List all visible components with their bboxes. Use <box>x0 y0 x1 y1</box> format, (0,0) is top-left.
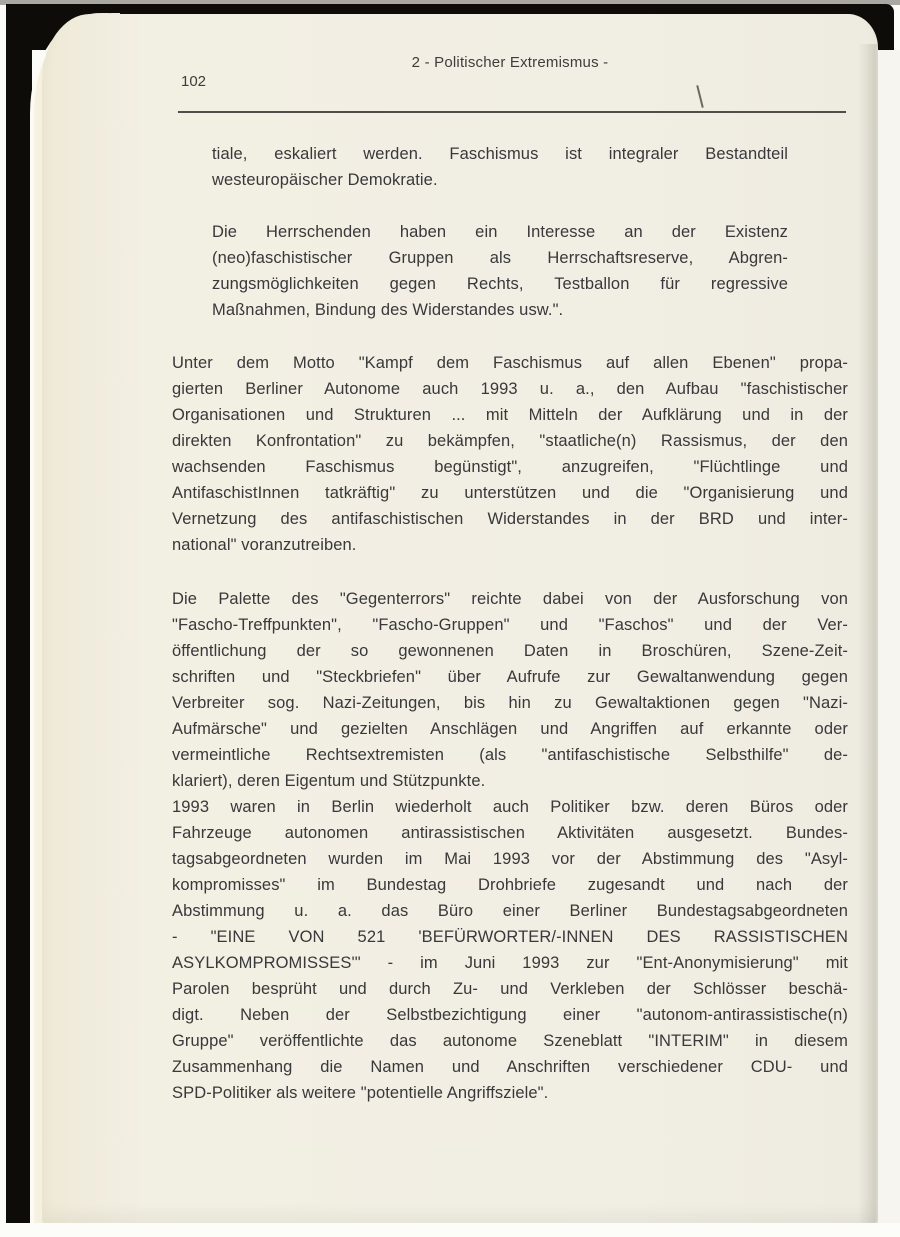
text-line: Abstimmung u. a. das Büro einer Berliner Bundestagsabgeordneten <box>172 902 848 920</box>
text-line: Fahrzeuge autonomen antirassistischen Aktivitäten ausgesetzt. Bundes- <box>172 824 848 842</box>
text-line: schriften und "Steckbriefen" über Aufrufe zur Gewaltanwendung gegen <box>172 668 848 686</box>
text-line: tiale, eskaliert werden. Faschismus ist integraler Bestandteil <box>212 145 788 163</box>
text-line: Gruppe" veröffentlichte das autonome Szeneblatt "INTERIM" in diesem <box>172 1032 848 1050</box>
text-line: Die Herrschenden haben ein Interesse an der Existenz <box>212 223 788 241</box>
book-frame-left <box>6 4 32 1223</box>
text-line: wachsenden Faschismus begünstigt", anzugreifen, "Flüchtlinge und <box>172 458 848 476</box>
chapter-header: 2 - Politischer Extremismus - <box>411 54 609 71</box>
text-line: Vernetzung des antifaschistischen Widerstandes in der BRD und inter- <box>172 510 848 528</box>
body-paragraph-2 <box>172 586 848 794</box>
body-paragraph-3 <box>172 794 848 1106</box>
text-line: klariert), deren Eigentum und Stützpunkte. <box>172 772 486 790</box>
text-line: kompromisses" im Bundestag Drohbriefe zugesandt und nach der <box>172 876 848 894</box>
text-line: Aufmärsche" und gezielten Anschlägen und Angriffen auf erkannte oder <box>172 720 848 738</box>
text-line: Organisationen und Strukturen ... mit Mitteln der Aufklärung und in der <box>172 406 848 424</box>
text-line: zungsmöglichkeiten gegen Rechts, Testballon für regressive <box>212 275 788 293</box>
text-line: SPD-Politiker als weitere "potentielle Angriffsziele". <box>172 1084 549 1102</box>
text-line: (neo)faschistischer Gruppen als Herrschaftsreserve, Abgren- <box>212 249 788 267</box>
scan-right-gutter <box>878 50 900 1223</box>
body-paragraph-1 <box>172 350 848 558</box>
text-line: Parolen besprüht und durch Zu- und Verkleben der Schlösser beschä- <box>172 980 848 998</box>
text-line: gierten Berliner Autonome auch 1993 u. a., den Aufbau "faschistischer <box>172 380 848 398</box>
text-line: AntifaschistInnen tatkräftig" zu unterstützen und die "Organisierung und <box>172 484 848 502</box>
text-line: national" voranzutreiben. <box>172 536 357 554</box>
text-line: öffentlichung der so gewonnenen Daten in Broschüren, Szene-Zeit- <box>172 642 848 660</box>
text-line: vermeintliche Rechtsextremisten (als "antifaschistische Selbsthilfe" de- <box>172 746 848 764</box>
page-number: 102 <box>181 73 207 90</box>
text-line: Maßnahmen, Bindung des Widerstandes usw.". <box>212 301 564 319</box>
text-line: Die Palette des "Gegenterrors" reichte dabei von der Ausforschung von <box>172 590 848 608</box>
text-line: "Fascho-Treffpunkten", "Fascho-Gruppen" und "Faschos" und der Ver- <box>172 616 848 634</box>
text-line: Unter dem Motto "Kampf dem Faschismus auf allen Ebenen" propa- <box>172 354 848 372</box>
text-line: digt. Neben der Selbstbezichtigung einer "autonom-antirassistische(n) <box>172 1006 848 1024</box>
text-line: direkten Konfrontation" zu bekämpfen, "staatliche(n) Rassismus, der den <box>172 432 848 450</box>
text-line: 1993 waren in Berlin wiederholt auch Politiker bzw. deren Büros oder <box>172 798 848 816</box>
header-rule <box>178 111 846 113</box>
scan-bottom-strip <box>0 1223 900 1237</box>
text-line: ASYLKOMPROMISSES'" - im Juni 1993 zur "Ent-Anonymisierung" mit <box>172 954 848 972</box>
text-line: tagsabgeordneten wurden im Mai 1993 vor der Abstimmung des "Asyl- <box>172 850 848 868</box>
text-line: Verbreiter sog. Nazi-Zeitungen, bis hin zu Gewaltaktionen gegen "Nazi- <box>172 694 848 712</box>
text-line: westeuropäischer Demokratie. <box>212 171 438 189</box>
text-line: - "EINE VON 521 'BEFÜRWORTER/-INNEN DES RASSISTISCHEN <box>172 928 848 946</box>
quote-paragraph-2 <box>212 219 788 323</box>
text-line: Zusammenhang die Namen und Anschriften verschiedener CDU- und <box>172 1058 848 1076</box>
quote-paragraph-1 <box>212 141 788 193</box>
